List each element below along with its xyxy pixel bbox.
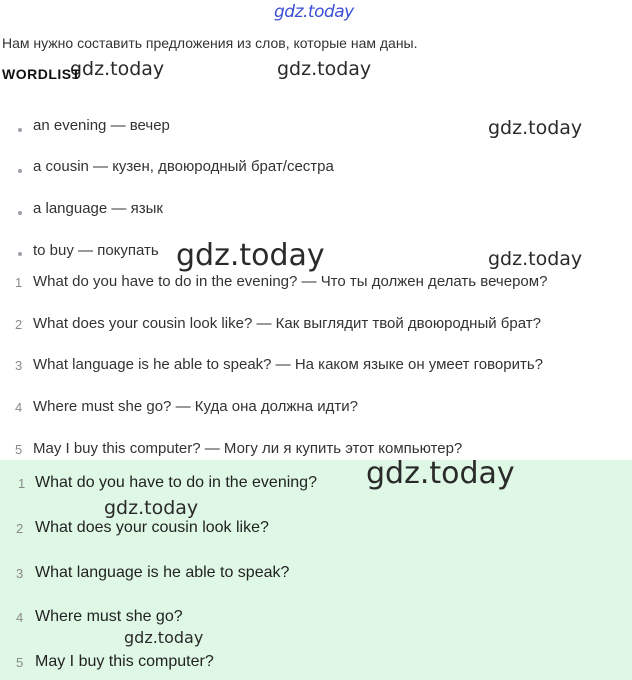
- watermark: gdz.today: [124, 628, 204, 647]
- question-text: Where must she go? — Куда она должна идти?: [33, 398, 358, 415]
- answer-number: 4: [16, 610, 24, 625]
- bullet-icon: [18, 169, 22, 173]
- answer-number: 2: [16, 521, 24, 536]
- answer-text: What language is he able to speak?: [35, 564, 290, 581]
- answer-number: 3: [16, 566, 24, 581]
- watermark: gdz.today: [488, 117, 583, 139]
- watermark: gdz.today: [488, 248, 583, 270]
- question-text: May I buy this computer? — Могу ли я купить этот компьютер?: [33, 440, 463, 457]
- question-text: What do you have to do in the evening? — Что ты должен делать вечером?: [33, 273, 548, 290]
- wordlist-item: a cousin — кузен, двоюродный брат/сестра: [33, 158, 334, 175]
- watermark: gdz.today: [176, 238, 325, 273]
- question-number: 4: [15, 400, 23, 415]
- bullet-icon: [18, 252, 22, 256]
- question-number: 5: [15, 442, 23, 457]
- wordlist-item: an evening — вечер: [33, 117, 170, 134]
- watermark: gdz.today: [277, 58, 372, 80]
- question-text: What does your cousin look like? — Как выглядит твой двоюродный брат?: [33, 315, 541, 332]
- answer-text: What does your cousin look like?: [35, 519, 269, 536]
- watermark: gdz.today: [70, 58, 165, 80]
- answer-text: May I buy this computer?: [35, 653, 214, 670]
- wordlist-item: a language — язык: [33, 200, 163, 217]
- wordlist-title: WORDLIST: [2, 66, 81, 82]
- answer-number: 1: [18, 476, 26, 491]
- watermark: gdz.today: [274, 2, 354, 22]
- bullet-icon: [18, 211, 22, 215]
- question-number: 3: [15, 358, 23, 373]
- bullet-icon: [18, 128, 22, 132]
- question-number: 1: [15, 275, 23, 290]
- answer-number: 5: [16, 655, 24, 670]
- question-number: 2: [15, 317, 23, 332]
- watermark: gdz.today: [366, 456, 515, 491]
- answer-text: Where must she go?: [35, 608, 183, 625]
- answer-text: What do you have to do in the evening?: [35, 474, 317, 491]
- watermark: gdz.today: [104, 497, 199, 519]
- question-text: What language is he able to speak? — На каком языке он умеет говорить?: [33, 356, 544, 373]
- intro-text: Нам нужно составить предложения из слов, которые нам даны.: [2, 35, 418, 51]
- wordlist-item: to buy — покупать: [33, 242, 159, 259]
